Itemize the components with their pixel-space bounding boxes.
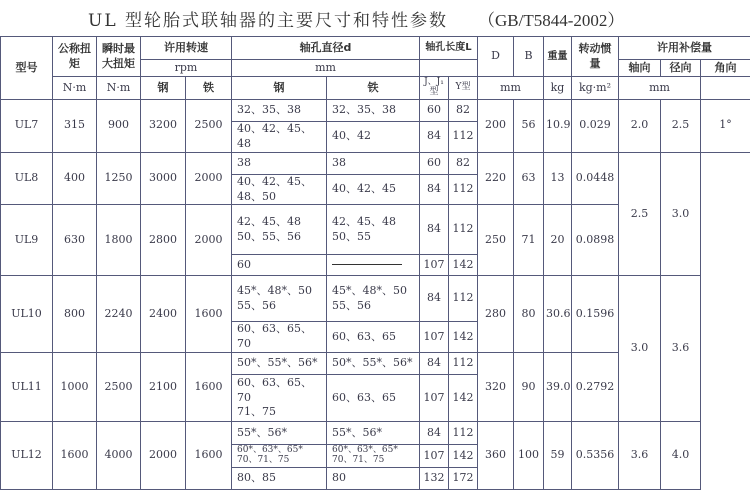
length-y-cell: 112 [449, 174, 478, 205]
header-rpm: rpm [141, 60, 232, 77]
B-cell: 90 [514, 353, 544, 422]
angular-comp-cell: 1° [701, 100, 750, 153]
D-cell: 200 [478, 100, 514, 153]
nominal-torque-cell: 400 [53, 152, 97, 205]
inertia-cell: 0.0898 [572, 205, 619, 276]
header-axial: 轴向 [619, 60, 661, 77]
speed-iron-cell: 1600 [186, 276, 232, 353]
length-y-cell: 112 [449, 205, 478, 255]
length-y-cell: 112 [449, 276, 478, 322]
bore-steel-cell: 55*、56* [232, 422, 327, 445]
inertia-cell: 0.029 [572, 100, 619, 153]
bore-steel-cell: 50*、55*、56* [232, 353, 327, 375]
bore-steel-cell: 80、85 [232, 468, 327, 490]
table-row [1, 422, 750, 445]
speed-steel-cell: 3000 [141, 152, 186, 205]
length-j-cell: 60 [420, 100, 449, 122]
model-cell: UL8 [1, 152, 53, 205]
header-nm-1: N·m [53, 77, 97, 100]
length-j-cell: 84 [420, 276, 449, 322]
max-torque-cell: 1250 [97, 152, 141, 205]
radial-comp-cell: 3.6 [661, 276, 701, 422]
bore-iron-cell: 40、42 [327, 122, 420, 153]
radial-comp-cell: 3.0 [661, 152, 701, 276]
length-y-cell: 82 [449, 100, 478, 122]
header-bore-steel: 钢 [232, 77, 327, 100]
speed-steel-cell: 2100 [141, 353, 186, 422]
D-cell: 280 [478, 276, 514, 353]
bore-steel-cell: 60*、63*、65* 70、71、75 [232, 445, 327, 468]
max-torque-cell: 2240 [97, 276, 141, 353]
bore-steel-cell: 40、42、45、48、50 [232, 174, 327, 205]
bore-iron-cell: 42、45、48 50、55 [327, 205, 420, 255]
length-y-cell: 112 [449, 422, 478, 445]
speed-iron-cell: 2000 [186, 152, 232, 205]
header-nominal-torque: 公称扭矩 [53, 37, 97, 77]
length-j-cell: 132 [420, 468, 449, 490]
model-cell: UL11 [1, 353, 53, 422]
speed-iron-cell: 1600 [186, 422, 232, 490]
weight-cell: 20 [544, 205, 572, 276]
header-radial: 径向 [661, 60, 701, 77]
bore-steel-cell: 60 [232, 255, 327, 276]
length-j-cell: 84 [420, 174, 449, 205]
dash-line [332, 264, 402, 265]
length-y-cell: 112 [449, 353, 478, 375]
speed-steel-cell: 2000 [141, 422, 186, 490]
bore-iron-cell: 45*、48*、50 55、56 [327, 276, 420, 322]
model-cell: UL7 [1, 100, 53, 153]
bore-steel-cell: 32、35、38 [232, 100, 327, 122]
nominal-torque-cell: 315 [53, 100, 97, 153]
header-inertia: 转动惯量 [572, 37, 619, 77]
header-B: B [514, 37, 544, 77]
B-cell: 71 [514, 205, 544, 276]
D-cell: 320 [478, 353, 514, 422]
nominal-torque-cell: 630 [53, 205, 97, 276]
weight-cell: 39.0 [544, 353, 572, 422]
table-title [0, 0, 750, 36]
length-j-cell: 84 [420, 353, 449, 375]
max-torque-cell: 2500 [97, 353, 141, 422]
length-y-cell: 142 [449, 322, 478, 353]
weight-cell: 10.9 [544, 100, 572, 153]
header-nm-2: N·m [97, 77, 141, 100]
header-bore-mm: mm [232, 60, 420, 77]
header-j-type: J、J₁型 [420, 77, 449, 100]
speed-iron-cell: 2500 [186, 100, 232, 153]
inertia-cell: 0.1596 [572, 276, 619, 353]
header-kg: kg [544, 77, 572, 100]
bore-iron-cell: 38 [327, 152, 420, 174]
length-j-cell: 84 [420, 122, 449, 153]
length-y-cell: 142 [449, 445, 478, 468]
bore-steel-cell: 60、63、65、70 71、75 [232, 375, 327, 422]
bore-iron-cell: 32、35、38 [327, 100, 420, 122]
table-row [1, 100, 750, 122]
inertia-cell: 0.0448 [572, 152, 619, 205]
D-cell: 360 [478, 422, 514, 490]
bore-steel-cell: 60、63、65、70 [232, 322, 327, 353]
model-cell: UL12 [1, 422, 53, 490]
speed-iron-cell: 2000 [186, 205, 232, 276]
header-db-mm: mm [478, 77, 544, 100]
nominal-torque-cell: 1600 [53, 422, 97, 490]
header-angular: 角向 [701, 60, 750, 77]
axial-comp-cell: 2.5 [619, 152, 661, 276]
nominal-torque-cell: 1000 [53, 353, 97, 422]
length-y-cell: 142 [449, 255, 478, 276]
bore-steel-cell: 42、45、48 50、55、56 [232, 205, 327, 255]
header-length-blank [420, 60, 478, 77]
header-bore: 轴孔直径d [232, 37, 420, 60]
header-bore-iron: 铁 [327, 77, 420, 100]
bore-iron-cell: 50*、55*、56* [327, 353, 420, 375]
header-kgm2: kg·m² [572, 77, 619, 100]
radial-comp-cell: 4.0 [661, 422, 701, 490]
inertia-cell: 0.2792 [572, 353, 619, 422]
coupling-spec-table [0, 36, 750, 490]
table-row [1, 276, 750, 322]
header-length: 轴孔长度L [420, 37, 478, 60]
bore-steel-cell: 40、42、45、48 [232, 122, 327, 153]
axial-comp-cell: 3.0 [619, 276, 661, 422]
axial-comp-cell: 3.6 [619, 422, 661, 490]
length-j-cell: 84 [420, 205, 449, 255]
bore-iron-cell: 40、42、45 [327, 174, 420, 205]
angular-comp-blank [701, 152, 750, 489]
header-D: D [478, 37, 514, 77]
table-row [1, 152, 750, 174]
header-angular-unit [701, 77, 750, 100]
model-cell: UL10 [1, 276, 53, 353]
bore-steel-cell: 45*、48*、50 55、56 [232, 276, 327, 322]
bore-iron-cell: 60*、63*、65* 70、71、75 [327, 445, 420, 468]
length-y-cell: 172 [449, 468, 478, 490]
axial-comp-cell: 2.0 [619, 100, 661, 153]
bore-steel-cell: 38 [232, 152, 327, 174]
inertia-cell: 0.5356 [572, 422, 619, 490]
length-y-cell: 112 [449, 122, 478, 153]
title-main: UL 型轮胎式联轴器的主要尺寸和特性参数 [88, 6, 448, 31]
weight-cell: 13 [544, 152, 572, 205]
max-torque-cell: 900 [97, 100, 141, 153]
B-cell: 63 [514, 152, 544, 205]
speed-steel-cell: 3200 [141, 100, 186, 153]
weight-cell: 59 [544, 422, 572, 490]
nominal-torque-cell: 800 [53, 276, 97, 353]
model-cell: UL9 [1, 205, 53, 276]
title-standard: （GB/T5844-2002） [478, 6, 624, 31]
bore-iron-cell: 55*、56* [327, 422, 420, 445]
speed-steel-cell: 2800 [141, 205, 186, 276]
header-compensation: 许用补偿量 [619, 37, 750, 60]
length-j-cell: 107 [420, 445, 449, 468]
length-j-cell: 107 [420, 375, 449, 422]
table-body [1, 100, 750, 490]
length-y-cell: 142 [449, 375, 478, 422]
radial-comp-cell: 2.5 [661, 100, 701, 153]
D-cell: 220 [478, 152, 514, 205]
length-j-cell: 84 [420, 422, 449, 445]
B-cell: 80 [514, 276, 544, 353]
header-max-torque: 瞬时最大扭矩 [97, 37, 141, 77]
speed-iron-cell: 1600 [186, 353, 232, 422]
length-j-cell: 60 [420, 152, 449, 174]
bore-iron-cell: 60、63、65 [327, 322, 420, 353]
length-j-cell: 107 [420, 322, 449, 353]
bore-iron-cell: 80 [327, 468, 420, 490]
B-cell: 56 [514, 100, 544, 153]
header-weight: 重量 [544, 37, 572, 77]
max-torque-cell: 4000 [97, 422, 141, 490]
weight-cell: 30.6 [544, 276, 572, 353]
max-torque-cell: 1800 [97, 205, 141, 276]
header-comp-mm: mm [619, 77, 701, 100]
header-speed-steel: 钢 [141, 77, 186, 100]
bore-iron-cell [327, 255, 420, 276]
D-cell: 250 [478, 205, 514, 276]
length-j-cell: 107 [420, 255, 449, 276]
length-y-cell: 82 [449, 152, 478, 174]
header-speed: 许用转速 [141, 37, 232, 60]
header-speed-iron: 铁 [186, 77, 232, 100]
bore-iron-cell: 60、63、65 [327, 375, 420, 422]
header-model: 型号 [1, 37, 53, 100]
speed-steel-cell: 2400 [141, 276, 186, 353]
header-y-type: Y型 [449, 77, 478, 100]
B-cell: 100 [514, 422, 544, 490]
